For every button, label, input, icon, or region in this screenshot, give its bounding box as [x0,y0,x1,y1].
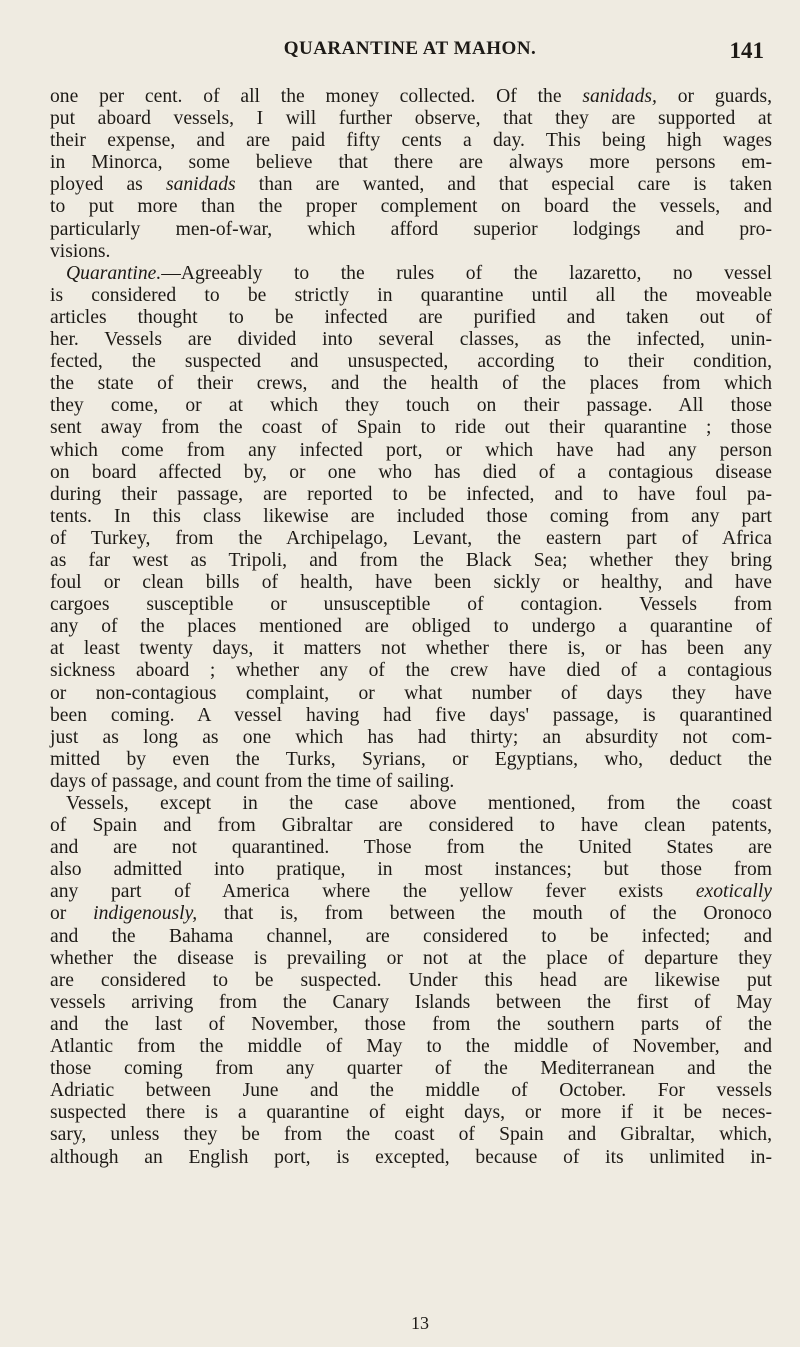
text-run: fected, the suspected and unsuspected, according to their condition, [50,351,772,373]
text-run: sary, unless they be from the coast of Spain and Gibraltar, which, [50,1124,772,1146]
text-run: of Turkey, from the Archipelago, Levant, the eastern part of Africa [50,527,772,549]
text-run: to put more than the proper complement on board the vessels, and [50,196,772,218]
text-run: sent away from the coast of Spain to ride out their quarantine ; those [50,417,772,439]
text-run: —Agreeably to the rules of the lazaretto, no vessel [161,262,772,284]
text-line [50,219,772,241]
text-run: and the Bahama channel, are considered to be infected; and [50,925,772,947]
text-line [50,1036,772,1058]
text-run: on board affected by, or one who has died of a contagious disease [50,461,772,483]
text-line [50,484,772,506]
text-line [50,506,772,528]
text-run: been coming. A vessel having had five days' passage, is quarantined [50,704,772,726]
text-line [50,462,772,484]
text-line [50,638,772,660]
text-run: suspected there is a quarantine of eight days, or more if it be neces- [50,1102,772,1124]
italic-term: indigenously, [93,903,198,925]
text-run: vessels arriving from the Canary Islands between the first of May [50,991,772,1013]
text-run: that is, from between the mouth of the Oronoco [197,903,772,925]
running-head: QUARANTINE AT MAHON. [283,38,537,59]
text-run: particularly men-of-war, which afford superior lodgings and pro- [50,218,772,240]
text-line [50,616,772,638]
text-line [50,881,772,903]
text-run: cargoes susceptible or unsusceptible of contagion. Vessels from [50,594,772,616]
text-line [50,815,772,837]
text-run: in Minorca, some believe that there are always more persons em- [50,152,772,174]
text-line [50,528,772,550]
text-line [50,903,772,925]
text-line [50,594,772,616]
text-run: Atlantic from the middle of May to the middle of November, and [50,1036,772,1058]
text-run: are considered to be suspected. Under this head are likewise put [50,969,772,991]
text-run: one per cent. of all the money collected. Of the [50,86,583,107]
text-run: just as long as one which has had thirty; an absurdity not com- [50,726,772,748]
text-run: articles thought to be infected are purified and taken out of [50,306,772,328]
text-line [50,1102,772,1124]
text-run: of Spain and from Gibraltar are considered to have clean patents, [50,815,772,837]
italic-term: exotically [695,881,772,903]
text-line [50,417,772,439]
text-line [50,440,772,462]
text-line [50,1058,772,1080]
text-line [50,329,772,351]
text-run: during their passage, are reported to be infected, and to have foul pa- [50,483,772,505]
text-run: or non-contagious complaint, or what number of days they have [50,682,772,704]
text-run: tents. In this class likewise are included those coming from any part [50,505,772,527]
text-run: although an English port, is excepted, because of its unlimited in- [50,1146,772,1168]
text-run: sickness aboard ; whether any of the crew have died of a contagious [50,660,772,682]
text-run: they come, or at which they touch on their passage. All those [50,395,772,417]
text-run: her. Vessels are divided into several classes, as the infected, unin- [50,329,772,351]
text-line [50,241,772,263]
text-run: and are not quarantined. Those from the United States are [50,837,772,859]
text-run: visions. [50,240,111,262]
text-line [50,263,772,285]
text-line [50,992,772,1014]
text-run: is considered to be strictly in quarantine until all the moveable [50,284,772,306]
text-run: which come from any infected port, or which have had any person [50,439,772,461]
text-run: or [50,903,94,925]
text-line [50,285,772,307]
text-run: the state of their crews, and the health of the places from which [50,373,772,395]
body-text [50,86,772,1169]
text-line [50,373,772,395]
text-run: put aboard vessels, I will further observe, that they are supported at [50,108,772,130]
page-header [50,34,770,74]
text-run: as far west as Tripoli, and from the Black Sea; whether they bring [50,549,772,571]
text-run: foul or clean bills of health, have been sickly or healthy, and have [50,572,772,594]
text-run: days of passage, and count from the time of sailing. [50,770,455,792]
signature-mark: 13 [411,1313,429,1333]
text-line [50,351,772,373]
text-run: than are wanted, and that especial care is taken [235,174,772,196]
text-line [50,130,772,152]
text-line [50,771,772,793]
text-line [50,660,772,682]
text-line [50,1147,772,1169]
text-line [50,1080,772,1102]
text-run: Adriatic between June and the middle of October. For vessels [50,1080,772,1102]
text-run: and the last of November, those from the southern parts of the [50,1013,772,1035]
text-line [50,793,772,815]
text-run: their expense, and are paid fifty cents a day. This being high wages [50,130,772,152]
text-line [50,837,772,859]
text-line [50,174,772,196]
italic-term: sanidads, [582,86,657,107]
text-line [50,572,772,594]
page-number: 141 [729,38,764,63]
text-line [50,749,772,771]
text-run: any of the places mentioned are obliged to undergo a quarantine of [50,616,772,638]
text-line [50,152,772,174]
text-run: also admitted into pratique, in most instances; but those from [50,859,772,881]
text-run: whether the disease is prevailing or not at the place of departure they [50,947,772,969]
text-line [50,970,772,992]
text-line [50,550,772,572]
text-run: mitted by even the Turks, Syrians, or Egyptians, who, deduct the [50,748,772,770]
text-run: at least twenty days, it matters not whether there is, or has been any [50,638,772,660]
text-line [50,1124,772,1146]
text-run: any part of America where the yellow fever exists [50,881,696,903]
text-line [50,859,772,881]
text-line [50,196,772,218]
text-run: ployed as [50,174,166,196]
text-line [50,108,772,130]
italic-term: Quarantine. [66,262,162,284]
text-line [50,926,772,948]
text-run: Vessels, except in the case above mentioned, from the coast [66,793,772,814]
text-run: those coming from any quarter of the Mediterranean and the [50,1058,772,1080]
text-line [50,727,772,749]
text-line [50,705,772,727]
italic-term: sanidads [165,174,236,196]
text-line [50,395,772,417]
text-line [50,1014,772,1036]
text-line [50,948,772,970]
text-run: or guards, [656,86,772,107]
text-line [50,86,772,108]
text-line [50,683,772,705]
text-line [50,307,772,329]
